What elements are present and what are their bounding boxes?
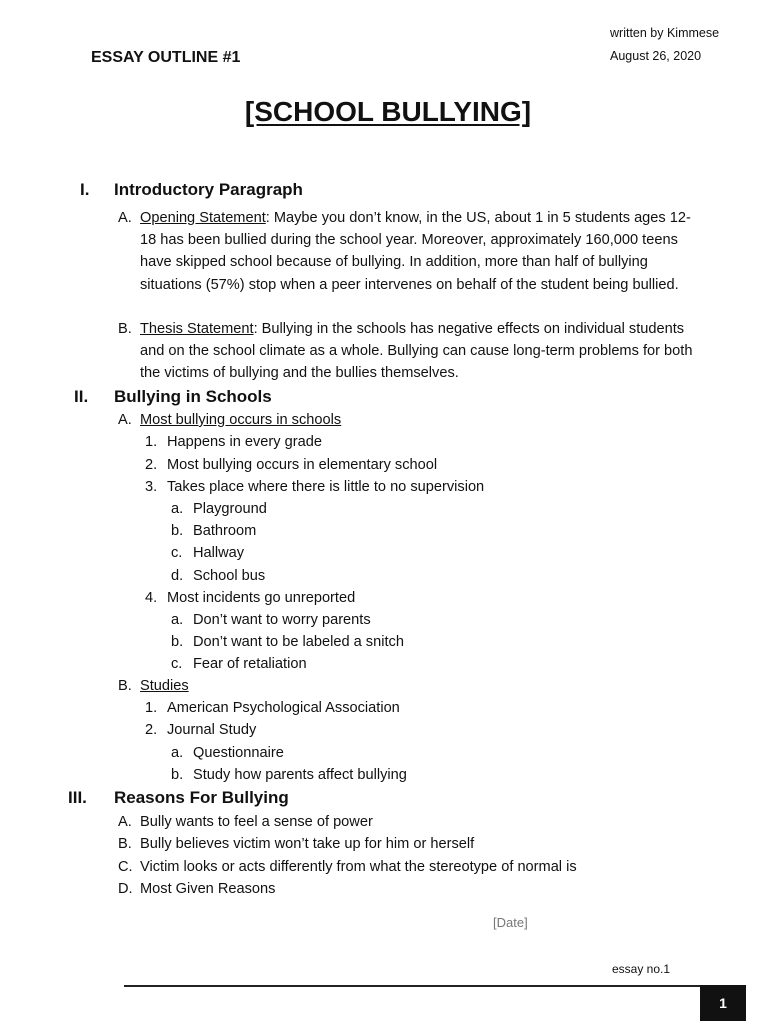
document-date: August 26, 2020: [610, 49, 702, 63]
list-item: [145, 697, 400, 719]
outline-marker: 2.: [145, 457, 158, 473]
list-item-label: Hallway: [193, 545, 245, 561]
section-heading-intro: [60, 180, 303, 200]
outline-marker: 2.: [145, 722, 158, 738]
outline-marker: B.: [118, 678, 132, 694]
list-item: [145, 431, 322, 453]
list-item-label: Most Given Reasons: [140, 881, 276, 897]
list-item-label: Studies: [140, 678, 189, 694]
opening-statement-text: : Maybe you don’t know, in the US, about 1 in 5 students ages 12-18 has been bullied during the school year. Moreover, approximately 160,000 teens have skipped school because of bullying. In addition, more than half of bullying situations (57%) stop when a peer intervenes on behalf of the student being bullied.: [140, 210, 691, 293]
list-item-label: Takes place where there is little to no supervision: [167, 479, 485, 495]
list-item: [145, 476, 484, 498]
list-item-label: Fear of retaliation: [193, 656, 307, 672]
outline-marker: A.: [118, 210, 132, 226]
section-heading-reasons: [60, 788, 289, 808]
opening-statement-label: Opening Statement: [140, 210, 266, 226]
section-number: II.: [74, 387, 89, 406]
section-title: Bullying in Schools: [114, 387, 272, 406]
list-item-label: Journal Study: [167, 722, 257, 738]
footer-essay-label: essay no.1: [612, 962, 671, 976]
outline-marker: b.: [171, 634, 184, 650]
outline-marker: D.: [118, 881, 133, 897]
list-item: [171, 609, 371, 631]
thesis-statement-paragraph: [140, 318, 700, 385]
list-item: [118, 675, 189, 697]
list-item: [171, 542, 244, 564]
list-item: [118, 878, 275, 900]
outline-marker: 4.: [145, 590, 158, 606]
outline-marker: a.: [171, 501, 184, 517]
outline-marker: A.: [118, 814, 132, 830]
outline-marker: c.: [171, 545, 183, 561]
list-item-label: Questionnaire: [193, 745, 284, 761]
list-item: [171, 653, 307, 675]
outline-marker: B.: [118, 836, 132, 852]
list-item-label: Most bullying occurs in elementary school: [167, 457, 438, 473]
author-line: written by Kimmese: [610, 26, 720, 40]
list-item-label: Bully wants to feel a sense of power: [140, 814, 373, 830]
list-item: [118, 856, 577, 878]
outline-title: ESSAY OUTLINE #1: [91, 49, 241, 66]
outline-marker: a.: [171, 612, 184, 628]
list-item: [118, 811, 373, 833]
section-heading-schools: [60, 387, 272, 407]
list-item-label: Most incidents go unreported: [167, 590, 356, 606]
page-title: [SCHOOL BULLYING]: [244, 96, 532, 127]
list-item: [171, 764, 407, 786]
list-item: [171, 498, 267, 520]
list-item: [145, 587, 355, 609]
list-item: [118, 409, 341, 431]
outline-marker: d.: [171, 568, 184, 584]
list-item-label: American Psychological Association: [167, 700, 400, 716]
section-number: I.: [80, 180, 90, 199]
page-number: 1: [719, 995, 727, 1011]
outline-marker: b.: [171, 523, 184, 539]
outline-marker: C.: [118, 859, 133, 875]
list-item-label: Study how parents affect bullying: [193, 767, 407, 783]
list-item: [171, 520, 256, 542]
outline-marker: 1.: [145, 434, 158, 450]
list-item: [171, 565, 265, 587]
thesis-statement-text: : Bullying in the schools has negative effects on individual students and on the school climate as a whole. Bullying can cause long-term problems for both the victims of bullying and the bullies themselves.: [140, 321, 693, 382]
list-item-label: Don’t want to be labeled a snitch: [193, 634, 404, 650]
outline-marker: c.: [171, 656, 183, 672]
list-item: [171, 631, 404, 653]
footer-divider: [124, 985, 700, 987]
list-item-label: Most bullying occurs in schools: [140, 412, 342, 428]
outline-marker: 1.: [145, 700, 158, 716]
list-item-label: Happens in every grade: [167, 434, 322, 450]
list-item: [171, 742, 284, 764]
outline-marker: a.: [171, 745, 184, 761]
list-item-label: Don’t want to worry parents: [193, 612, 371, 628]
section-title: Reasons For Bullying: [114, 788, 289, 807]
list-item-label: School bus: [193, 568, 266, 584]
outline-marker: b.: [171, 767, 184, 783]
opening-statement-paragraph: [140, 207, 700, 296]
section-number: III.: [68, 788, 87, 807]
list-item: [145, 454, 437, 476]
list-item-label: Bathroom: [193, 523, 257, 539]
outline-marker: 3.: [145, 479, 158, 495]
outline-marker: B.: [118, 321, 132, 337]
date-placeholder-field[interactable]: [Date]: [493, 915, 528, 930]
list-item: [145, 719, 256, 741]
thesis-statement-label: Thesis Statement: [140, 321, 254, 337]
list-item-label: Playground: [193, 501, 267, 517]
section-title: Introductory Paragraph: [114, 180, 303, 199]
list-item: [118, 833, 474, 855]
page-number-badge: [700, 985, 746, 1021]
outline-marker: A.: [118, 412, 132, 428]
list-item-label: Victim looks or acts differently from what the stereotype of normal is: [140, 859, 577, 875]
list-item-label: Bully believes victim won’t take up for him or herself: [140, 836, 475, 852]
